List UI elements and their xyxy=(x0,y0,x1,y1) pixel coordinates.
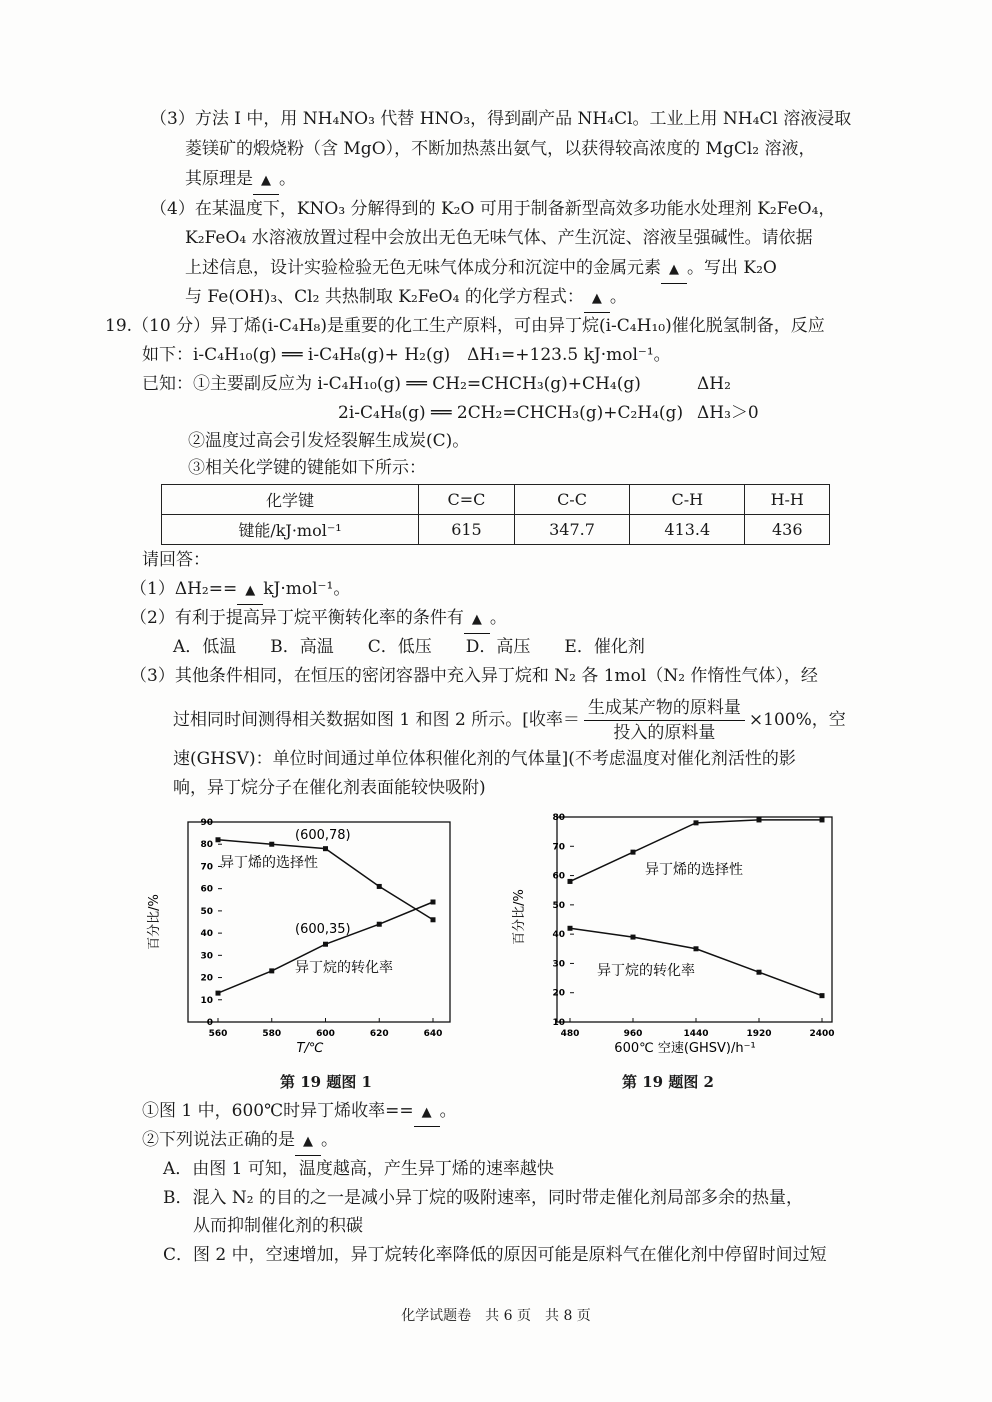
text-line: 速(GHSV)：单位时间通过单位体积催化剂的气体量](不考虑温度对催化剂活性的影 xyxy=(173,749,796,769)
data-point xyxy=(694,946,699,951)
y-tick-label: 0 xyxy=(206,1018,213,1028)
page-footer: 化学试题卷 共 6 页 共 8 页 xyxy=(401,1308,591,1324)
y-tick-label: 50 xyxy=(200,906,213,917)
text-line: 响，异丁烷分子在催化剂表面能较快吸附) xyxy=(173,778,486,798)
answer-blank: ▲ xyxy=(237,578,263,605)
text-line: 2i-C₄H₈(g) ══ 2CH₂=CHCH₃(g)+C₂H₄(g) xyxy=(338,403,684,423)
text-line xyxy=(185,255,777,284)
text-line xyxy=(142,1127,338,1156)
option-c: C．图 2 中，空速增加，异丁烷转化率降低的原因可能是原料气在催化剂中停留时间过短 xyxy=(163,1245,827,1265)
text-line: （4）在某温度下，KNO₃ 分解得到的 K₂O 可用于制备新型高效多功能水处理剂 K₂FeO₄， xyxy=(150,199,836,219)
text-line: 菱镁矿的煅烧粉（含 MgO），不断加热蒸出氨气，以获得较高浓度的 MgCl₂ 溶液， xyxy=(185,139,816,159)
table-cell: H-H xyxy=(745,485,830,515)
data-point xyxy=(323,942,328,947)
series-label: 异丁烯的选择性 xyxy=(645,862,743,878)
x-tick-label: 1440 xyxy=(683,1029,709,1039)
x-tick-label: 1920 xyxy=(746,1029,772,1039)
x-tick-label: 2400 xyxy=(809,1029,835,1039)
text-span: 。 xyxy=(609,287,627,307)
text-line: ΔH₃＞0 xyxy=(697,403,759,423)
text-line xyxy=(142,1098,457,1127)
data-point xyxy=(631,850,636,855)
figure-2-caption: 第 19 题图 2 xyxy=(622,1073,714,1091)
y-tick-label: 70 xyxy=(552,842,565,853)
x-tick-label: 560 xyxy=(208,1029,228,1039)
text-line: ③相关化学键的键能如下所示： xyxy=(188,458,426,478)
text-span: 。写出 K₂O xyxy=(687,258,777,278)
text-line xyxy=(185,166,296,195)
table-cell: 键能/kJ·mol⁻¹ xyxy=(162,515,419,545)
text-line: （3）其他条件相同，在恒压的密闭容器中充入异丁烷和 N₂ 各 1mol（N₂ 作惰性气体），经 xyxy=(130,666,818,686)
text-line xyxy=(185,284,627,313)
data-point xyxy=(269,968,274,973)
answer-blank: ▲ xyxy=(253,168,279,195)
plot-frame xyxy=(557,817,832,1022)
text-line: K₂FeO₄ 水溶液放置过程中会放出无色无味气体、产生沉淀、溶液呈强碱性。请依据 xyxy=(185,228,813,248)
fraction-numerator: 生成某产物的原料量 xyxy=(584,696,745,721)
options-line: A．低温 B．高温 C．低压 D．高压 E．催化剂 xyxy=(173,637,645,657)
y-tick-label: 30 xyxy=(200,951,213,962)
x-tick-label: 580 xyxy=(262,1029,282,1039)
data-point xyxy=(568,926,573,931)
option-b: B．混入 N₂ 的目的之一是减小异丁烷的吸附速率，同时带走催化剂局部多余的热量， xyxy=(163,1188,803,1208)
data-point xyxy=(568,879,573,884)
x-tick-label: 480 xyxy=(560,1029,580,1039)
data-point xyxy=(757,817,762,822)
text-line xyxy=(130,605,507,634)
y-axis-label: 百分比/% xyxy=(147,894,162,950)
y-tick-label: 80 xyxy=(552,813,565,823)
answer-blank: ▲ xyxy=(661,257,687,284)
data-point xyxy=(820,993,825,998)
question-19-title: 19.（10 分）异丁烯(i-C₄H₈)是重要的化工生产原料，可由异丁烷(i-C₄H₁₀)催化脱氢制备，反应 xyxy=(105,316,825,336)
series-label: 异丁烷的转化率 xyxy=(295,960,393,976)
table-cell: 615 xyxy=(419,515,515,545)
figure-2-chart xyxy=(505,812,845,1060)
table-cell: 413.4 xyxy=(630,515,745,545)
figure-1-chart xyxy=(140,812,460,1060)
text-line: ΔH₂ xyxy=(697,374,731,394)
x-tick-label: 640 xyxy=(423,1029,443,1039)
data-point xyxy=(631,935,636,940)
text-line xyxy=(130,576,350,605)
option-b-cont: 从而抑制催化剂的积碳 xyxy=(193,1216,363,1236)
x-tick-label: 960 xyxy=(623,1029,643,1039)
answer-blank: ▲ xyxy=(464,607,490,634)
text-line: 如下：i-C₄H₁₀(g) ══ i-C₄H₈(g)+ H₂(g) ΔH₁=+123.5 kJ·mol⁻¹。 xyxy=(142,345,671,365)
figure-1-caption: 第 19 题图 1 xyxy=(280,1073,372,1091)
text-span: 。 xyxy=(279,169,296,189)
answer-blank: ▲ xyxy=(295,1129,321,1156)
text-span: 上述信息，设计实验检验无色无味气体成分和沉淀中的金属元素 xyxy=(185,258,661,278)
text-line: ②温度过高会引发烃裂解生成炭(C)。 xyxy=(188,431,470,451)
data-point xyxy=(323,846,328,851)
data-point xyxy=(377,884,382,889)
table-cell: 化学键 xyxy=(162,485,419,515)
text-span: 。 xyxy=(489,608,507,628)
y-tick-label: 60 xyxy=(552,871,565,882)
fraction-denominator: 投入的原料量 xyxy=(613,723,716,743)
text-span: ①图 1 中，600℃时异丁烯收率== xyxy=(142,1101,414,1121)
table-cell: C-C xyxy=(514,485,629,515)
y-tick-label: 50 xyxy=(552,900,565,911)
y-tick-label: 80 xyxy=(200,840,213,851)
y-tick-label: 60 xyxy=(200,884,213,895)
answer-blank: ▲ xyxy=(584,286,610,313)
x-axis-label: 600℃ 空速(GHSV)/h⁻¹ xyxy=(614,1041,756,1056)
series-label: 异丁烷的转化率 xyxy=(597,963,695,979)
x-tick-label: 600 xyxy=(316,1029,335,1039)
table-cell: 347.7 xyxy=(514,515,629,545)
text-line: 请回答： xyxy=(142,550,210,570)
series-line-selectivity xyxy=(218,840,433,920)
text-line xyxy=(173,695,846,745)
table-cell: 436 xyxy=(745,515,830,545)
x-tick-label: 620 xyxy=(369,1029,389,1039)
text-span: ×100%，空 xyxy=(748,710,846,730)
text-span: kJ·mol⁻¹。 xyxy=(263,579,351,599)
y-tick-label: 20 xyxy=(200,973,213,984)
data-point xyxy=(820,817,825,822)
data-point xyxy=(216,991,221,996)
series-line-conversion xyxy=(218,902,433,993)
y-tick-label: 70 xyxy=(200,862,213,873)
text-span: （2）有利于提高异丁烷平衡转化率的条件有 xyxy=(130,608,464,628)
text-span: 其原理是 xyxy=(185,169,253,189)
y-tick-label: 40 xyxy=(200,929,213,940)
answer-blank: ▲ xyxy=(414,1100,440,1127)
table-cell: C=C xyxy=(419,485,515,515)
series-label: 异丁烯的选择性 xyxy=(220,855,318,871)
option-a: A．由图 1 可知，温度越高，产生异丁烯的速率越快 xyxy=(163,1159,554,1179)
data-point xyxy=(269,842,274,847)
data-point xyxy=(694,820,699,825)
table-cell: C-H xyxy=(630,485,745,515)
y-tick-label: 10 xyxy=(200,995,213,1006)
text-span: 与 Fe(OH)₃、Cl₂ 共热制取 K₂FeO₄ 的化学方程式： xyxy=(185,287,584,307)
data-point xyxy=(431,917,436,922)
data-point xyxy=(757,970,762,975)
text-span: 。 xyxy=(439,1101,457,1121)
text-line: 已知：①主要副反应为 i-C₄H₁₀(g) ══ CH₂=CHCH₃(g)+CH₄(g) xyxy=(142,374,641,394)
series-line-conversion xyxy=(570,928,822,995)
annotation: (600,35) xyxy=(295,922,351,937)
y-tick-label: 20 xyxy=(552,988,565,999)
x-axis-label: T/℃ xyxy=(296,1041,324,1056)
text-span: ②下列说法正确的是 xyxy=(142,1130,295,1150)
table-row xyxy=(162,515,830,545)
text-span: （1）ΔH₂== xyxy=(130,579,238,599)
y-tick-label: 40 xyxy=(552,930,565,941)
data-point xyxy=(216,837,221,842)
text-span: 过相同时间测得相关数据如图 1 和图 2 所示。[收率＝ xyxy=(173,710,580,730)
data-point xyxy=(377,922,382,927)
text-span: 。 xyxy=(321,1130,338,1150)
y-tick-label: 90 xyxy=(200,818,213,828)
annotation: (600,78) xyxy=(295,828,351,843)
y-tick-label: 10 xyxy=(552,1018,565,1028)
data-point xyxy=(431,900,436,905)
y-axis-label: 百分比/% xyxy=(512,889,527,945)
bond-energy-table xyxy=(161,484,830,545)
text-line: （3）方法 I 中，用 NH₄NO₃ 代替 HNO₃，得到副产品 NH₄Cl。工业上用 NH₄Cl 溶液浸取 xyxy=(150,109,852,129)
table-header-row xyxy=(162,485,830,515)
y-tick-label: 30 xyxy=(552,959,565,970)
yield-fraction xyxy=(584,696,745,745)
